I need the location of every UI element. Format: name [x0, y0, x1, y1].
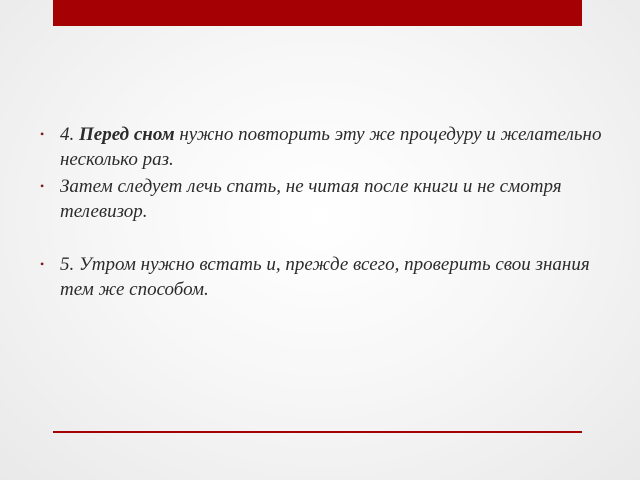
bullet-marker: •: [40, 179, 45, 193]
bullet-prefix: 4.: [60, 124, 79, 145]
top-accent-bar: [53, 0, 582, 26]
bullet-bold-text: Перед сном: [79, 124, 175, 145]
bullet-item-2: [40, 174, 610, 224]
bullet-item-1: [40, 122, 610, 172]
slide-body: [40, 122, 610, 302]
bullet-text: нужно повторить эту же процедуру и желательно несколько раз.: [60, 124, 602, 170]
bullet-text: 5. Утром нужно встать и, прежде всего, проверить свои знания тем же способом.: [60, 254, 590, 300]
bullet-item-3: [40, 252, 610, 302]
bottom-accent-line: [53, 431, 582, 433]
bullet-marker: •: [40, 127, 45, 141]
bullet-marker: •: [40, 257, 45, 271]
bullet-text: Затем следует лечь спать, не читая после книги и не смотря телевизор.: [60, 176, 562, 222]
